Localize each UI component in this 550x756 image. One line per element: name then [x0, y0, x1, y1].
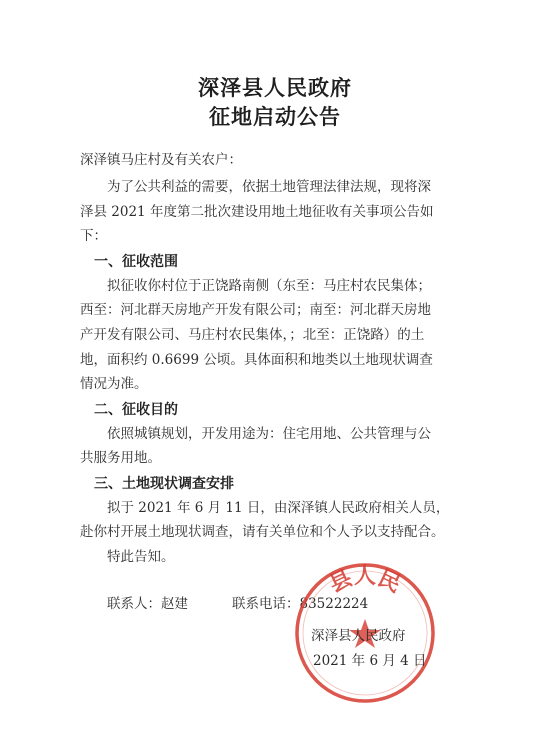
section2-line: 共服务用地。	[80, 450, 161, 466]
contact-phone: 联系电话：83522224	[232, 596, 369, 612]
section2-line: 依照城镇规划，开发用途为：住宅用地、公共管理与公	[107, 426, 431, 442]
intro-line: 泽县 2021 年度第二批次建设用地土地征收有关事项公告如	[80, 204, 434, 220]
intro-line: 为了公共利益的需要，依据土地管理法律法规，现将深	[107, 179, 431, 195]
contact-person: 联系人：赵建	[107, 596, 188, 612]
section3-line: 拟于 2021 年 6 月 11 日，由深泽镇人民政府相关人员，	[107, 500, 450, 516]
section1-line: 情况为准。	[80, 376, 148, 392]
section1-line: 地，面积约 0.6699 公顷。具体面积和地类以土地现状调查	[80, 352, 433, 368]
section3-line: 赴你村开展土地现状调查，请有关单位和个人予以支持配合。	[80, 524, 445, 540]
section1-line: 拟征收你村位于正饶路南侧（东至：马庄村农民集体；	[107, 278, 431, 294]
signature-date: 2021 年 6 月 4 日	[313, 653, 427, 669]
section1-heading: 一、征收范围	[94, 254, 178, 270]
svg-text:县人民	[325, 563, 405, 598]
closing-text: 特此告知。	[107, 549, 175, 565]
document-subtitle: 征地启动公告	[209, 105, 341, 129]
intro-line: 下：	[80, 228, 107, 244]
section1-line: 西至：河北群天房地产开发有限公司；南至：河北群天房地	[80, 302, 431, 318]
document-title: 深泽县人民政府	[198, 76, 352, 100]
section3-heading: 三、土地现状调查安排	[94, 476, 234, 492]
section2-heading: 二、征收目的	[94, 402, 178, 418]
section1-line: 产开发有限公司、马庄村农民集体，；北至：正饶路）的土	[80, 327, 425, 343]
seal-text: 县人民	[325, 563, 405, 598]
signature-org: 深泽县人民政府	[311, 628, 406, 644]
salutation: 深泽镇马庄村及有关农户：	[80, 152, 242, 168]
